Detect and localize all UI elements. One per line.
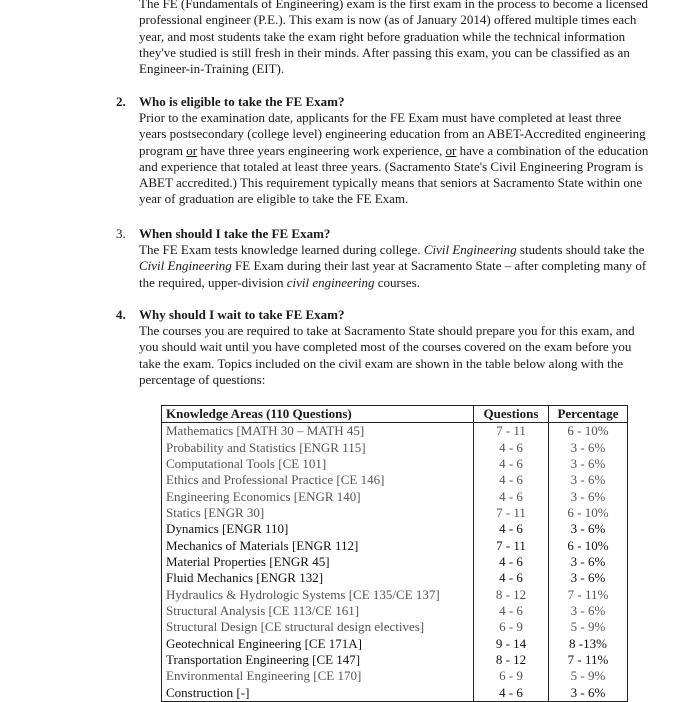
table-row xyxy=(162,652,628,668)
q4-line: percentage of questions: xyxy=(139,371,266,387)
q4-title: Why should I wait to take FE Exam? xyxy=(139,307,345,322)
knowledge-area-cell: Material Properties [ENGR 45] xyxy=(162,554,474,570)
percentage-cell: 6 - 10% xyxy=(549,423,628,440)
table-header-row xyxy=(162,406,628,423)
q3-italic: civil engineering xyxy=(286,274,375,290)
questions-cell: 4 - 6 xyxy=(474,439,549,455)
intro-paragraph xyxy=(139,0,687,77)
q2-text: have a combination of the education xyxy=(456,142,649,158)
q2-line: Prior to the examination date, applicants for the FE Exam must have completed at least three xyxy=(139,110,622,125)
q2-text: program xyxy=(139,142,187,158)
q4-number: 4. xyxy=(116,307,126,322)
percentage-cell: 6 - 10% xyxy=(549,505,628,521)
table-row xyxy=(162,635,628,651)
knowledge-area-cell: Probability and Statistics [ENGR 115] xyxy=(162,439,474,455)
questions-cell: 6 - 9 xyxy=(474,668,549,684)
percentage-cell: 3 - 6% xyxy=(549,472,628,488)
q2-paragraph xyxy=(139,110,687,208)
q3-text: courses. xyxy=(374,274,420,290)
questions-cell: 7 - 11 xyxy=(474,537,549,553)
q2-line: ABET accredited.) This requirement typically means that seniors at Sacramento State within one xyxy=(139,175,643,191)
percentage-cell: 7 - 11% xyxy=(549,586,628,602)
header-questions: Questions xyxy=(474,406,549,423)
knowledge-area-cell: Dynamics [ENGR 110] xyxy=(162,521,474,537)
questions-cell: 8 - 12 xyxy=(474,586,549,602)
header-knowledge-areas: Knowledge Areas (110 Questions) xyxy=(162,406,474,423)
q4-line: you should wait until you have completed most of the courses covered on the exam before you xyxy=(139,339,632,355)
q3-line xyxy=(139,258,687,274)
q2-line: and experience that totaled at least three years. (Sacramento State's Civil Engineering Program is xyxy=(139,158,644,174)
q3-text: FE Exam during their last year at Sacramento State – after completing many of xyxy=(231,258,647,274)
q2-or-underlined: or xyxy=(445,142,457,158)
knowledge-area-cell: Environmental Engineering [CE 170] xyxy=(162,668,474,684)
table-row xyxy=(162,456,628,472)
knowledge-area-cell: Computational Tools [CE 101] xyxy=(162,456,474,472)
intro-line: year, and most students take the exam right before graduation while the technical information xyxy=(139,28,626,44)
questions-cell: 4 - 6 xyxy=(474,603,549,619)
table-row xyxy=(162,439,628,455)
q2-line: years postsecondary (college level) engineering education from an ABET-Accredited engineering xyxy=(139,126,646,142)
questions-cell: 6 - 9 xyxy=(474,619,549,635)
q3-number: 3. xyxy=(116,226,126,241)
table-body xyxy=(162,423,628,702)
percentage-cell: 8 -13% xyxy=(549,635,628,651)
questions-cell: 4 - 6 xyxy=(474,456,549,472)
percentage-cell: 5 - 9% xyxy=(549,619,628,635)
knowledge-area-cell: Statics [ENGR 30] xyxy=(162,505,474,521)
q3-italic: Civil Engineering xyxy=(139,258,232,274)
percentage-cell: 3 - 6% xyxy=(549,570,628,586)
q3-italic: Civil Engineering xyxy=(423,242,517,257)
table-row xyxy=(162,472,628,488)
knowledge-area-cell: Engineering Economics [ENGR 140] xyxy=(162,488,474,504)
knowledge-area-cell: Mathematics [MATH 30 – MATH 45] xyxy=(162,423,474,440)
q3-line xyxy=(139,275,687,291)
questions-cell: 4 - 6 xyxy=(474,521,549,537)
q2-title: Who is eligible to take the FE Exam? xyxy=(139,94,345,109)
q3-text: students should take the xyxy=(516,242,645,257)
knowledge-area-cell: Fluid Mechanics [ENGR 132] xyxy=(162,570,474,586)
knowledge-area-cell: Transportation Engineering [CE 147] xyxy=(162,652,474,668)
knowledge-area-cell: Ethics and Professional Practice [CE 146] xyxy=(162,472,474,488)
knowledge-area-cell: Hydraulics & Hydrologic Systems [CE 135/CE 137] xyxy=(162,586,474,602)
table-row xyxy=(162,521,628,537)
questions-cell: 4 - 6 xyxy=(474,685,549,702)
table-row xyxy=(162,537,628,553)
q2-line: year of graduation are eligible to take the FE Exam. xyxy=(139,191,409,207)
q2-or-underlined: or xyxy=(186,142,198,158)
table-row xyxy=(162,488,628,504)
intro-line: The FE (Fundamentals of Engineering) exam is the first exam in the process to become a licensed xyxy=(139,0,649,11)
questions-cell: 4 - 6 xyxy=(474,472,549,488)
percentage-cell: 6 - 10% xyxy=(549,537,628,553)
percentage-cell: 3 - 6% xyxy=(549,685,628,702)
knowledge-areas-table xyxy=(161,405,628,702)
q4-line: The courses you are required to take at Sacramento State should prepare you for this exam, and xyxy=(139,323,635,338)
q2-number: 2. xyxy=(116,94,126,109)
q4-paragraph xyxy=(139,323,687,388)
table-row xyxy=(162,619,628,635)
q2-line xyxy=(139,143,687,159)
q3-title: When should I take the FE Exam? xyxy=(139,226,331,241)
percentage-cell: 3 - 6% xyxy=(549,439,628,455)
questions-cell: 4 - 6 xyxy=(474,570,549,586)
table-row xyxy=(162,505,628,521)
table-row xyxy=(162,668,628,684)
percentage-cell: 3 - 6% xyxy=(549,521,628,537)
questions-cell: 7 - 11 xyxy=(474,423,549,440)
table-row xyxy=(162,586,628,602)
q3-line xyxy=(139,242,687,258)
table-row xyxy=(162,423,628,440)
q3-text: The FE Exam tests knowledge learned during college. xyxy=(139,242,424,257)
questions-cell: 8 - 12 xyxy=(474,652,549,668)
knowledge-area-cell: Structural Design [CE structural design electives] xyxy=(162,619,474,635)
percentage-cell: 3 - 6% xyxy=(549,554,628,570)
knowledge-area-cell: Mechanics of Materials [ENGR 112] xyxy=(162,537,474,553)
table-row xyxy=(162,570,628,586)
q3-text: the required, upper-division xyxy=(139,274,287,290)
header-percentage: Percentage xyxy=(549,406,628,423)
intro-line: they've studied is still fresh in their minds. After passing this exam, you can be classified as an xyxy=(139,44,630,60)
percentage-cell: 3 - 6% xyxy=(549,603,628,619)
knowledge-area-cell: Structural Analysis [CE 113/CE 161] xyxy=(162,603,474,619)
percentage-cell: 3 - 6% xyxy=(549,488,628,504)
questions-cell: 4 - 6 xyxy=(474,488,549,504)
table-row xyxy=(162,603,628,619)
intro-line: Engineer-in-Training (EIT). xyxy=(139,61,285,77)
q4-line: take the exam. Topics included on the civil exam are shown in the table below along with the xyxy=(139,355,624,371)
questions-cell: 7 - 11 xyxy=(474,505,549,521)
percentage-cell: 7 - 11% xyxy=(549,652,628,668)
table-row xyxy=(162,554,628,570)
questions-cell: 4 - 6 xyxy=(474,554,549,570)
intro-line: professional engineer (P.E.). This exam is now (as of January 2014) offered multiple times each xyxy=(139,12,637,28)
percentage-cell: 5 - 9% xyxy=(549,668,628,684)
questions-cell: 9 - 14 xyxy=(474,635,549,651)
q2-text: have three years engineering work experience, xyxy=(197,142,446,158)
q3-paragraph xyxy=(139,242,687,291)
percentage-cell: 3 - 6% xyxy=(549,456,628,472)
knowledge-area-cell: Construction [-] xyxy=(162,685,474,702)
knowledge-area-cell: Geotechnical Engineering [CE 171A] xyxy=(162,635,474,651)
